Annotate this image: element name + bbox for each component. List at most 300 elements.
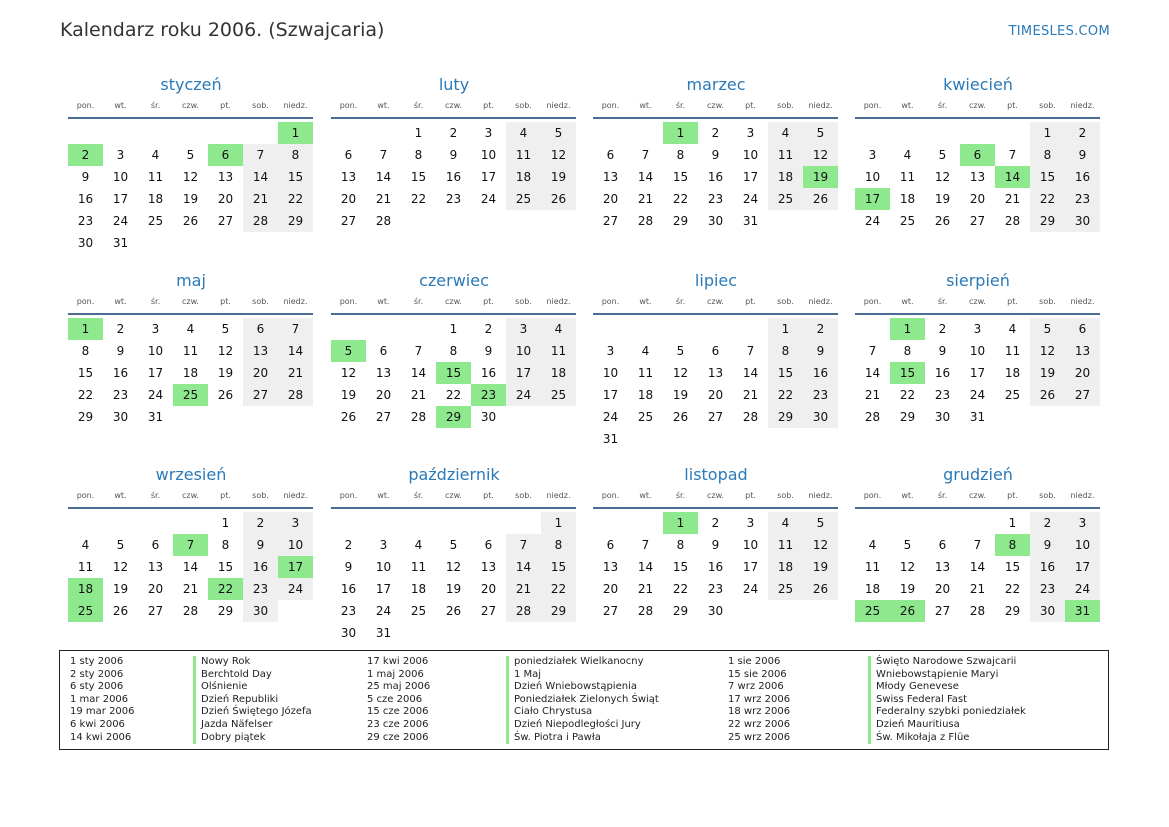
day-cell: 10 (742, 538, 759, 552)
day-cell: 10 (112, 170, 129, 184)
day-cell: 12 (340, 366, 357, 380)
day-cell: 14 (410, 366, 427, 380)
weekday-label: niedz. (1070, 297, 1095, 306)
day-cell: 22 (768, 384, 803, 406)
day-cell: 21 (969, 582, 986, 596)
holiday-legend (59, 650, 1109, 750)
divider (593, 507, 838, 509)
legend-holiday-name: Dzień Świętego Józefa (193, 706, 312, 719)
day-cell: 19 (541, 166, 576, 188)
holiday-day: 1 (278, 122, 313, 144)
day-cell: 20 (934, 582, 951, 596)
day-cell: 21 (243, 188, 278, 210)
day-cell: 24 (506, 384, 541, 406)
day-cell: 25 (147, 214, 164, 228)
weekday-label: wt. (114, 491, 127, 500)
day-cell: 26 (445, 604, 462, 618)
empty-cell (331, 512, 366, 534)
day-cell: 23 (340, 604, 357, 618)
day-cell: 26 (541, 188, 576, 210)
weekday-label: niedz. (546, 297, 571, 306)
weekday-label: pt. (745, 101, 756, 110)
day-cell: 27 (217, 214, 234, 228)
day-cell: 4 (768, 512, 803, 534)
day-cell: 17 (112, 192, 129, 206)
day-cell: 14 (742, 366, 759, 380)
day-cell: 3 (606, 344, 615, 358)
page-title: Kalendarz roku 2006. (Szwajcaria) (60, 19, 385, 41)
day-cell: 13 (243, 340, 278, 362)
day-cell: 31 (742, 214, 759, 228)
day-cell: 11 (77, 560, 94, 574)
day-cell: 7 (1008, 148, 1017, 162)
weekday-label: sob. (252, 491, 269, 500)
day-cell: 29 (77, 410, 94, 424)
day-cell: 20 (1065, 362, 1100, 384)
day-cell: 3 (484, 126, 493, 140)
day-cell: 15 (672, 560, 689, 574)
day-cell: 30 (1065, 210, 1100, 232)
divider (593, 313, 838, 315)
day-cell: 25 (899, 214, 916, 228)
day-cell: 26 (217, 388, 234, 402)
empty-cell (890, 122, 925, 144)
day-cell: 23 (707, 582, 724, 596)
day-cell: 9 (116, 344, 125, 358)
weekday-label: pon. (601, 297, 620, 306)
day-cell: 7 (868, 344, 877, 358)
weekday-header (68, 487, 314, 504)
weekday-label: czw. (969, 101, 986, 110)
empty-cell (436, 512, 471, 534)
day-cell: 10 (506, 340, 541, 362)
day-cell: 4 (81, 538, 90, 552)
holiday-day: 1 (890, 318, 925, 340)
weekday-label: wt. (114, 101, 127, 110)
day-cell: 30 (934, 410, 951, 424)
holiday-day: 15 (890, 362, 925, 384)
holiday-day: 25 (855, 600, 890, 622)
day-cell: 11 (864, 560, 881, 574)
day-cell: 16 (445, 170, 462, 184)
day-cell: 22 (899, 388, 916, 402)
weekday-label: niedz. (1070, 491, 1095, 500)
legend-date: 1 maj 2006 (367, 668, 424, 680)
day-cell: 29 (278, 210, 313, 232)
day-cell: 31 (147, 410, 164, 424)
day-cell: 26 (672, 410, 689, 424)
empty-cell (208, 122, 243, 144)
legend-date: 14 kwi 2006 (70, 731, 132, 743)
day-cell: 15 (541, 556, 576, 578)
weekday-label: pon. (863, 297, 882, 306)
weekday-label: sob. (252, 101, 269, 110)
day-cell: 8 (1030, 144, 1065, 166)
empty-cell (628, 318, 663, 340)
weekday-label: sob. (252, 297, 269, 306)
day-cell: 22 (1030, 188, 1065, 210)
day-cell: 3 (278, 512, 313, 534)
weekday-label: wt. (901, 491, 914, 500)
day-cell: 23 (934, 388, 951, 402)
day-grid (855, 512, 1101, 622)
weekday-label: śr. (150, 491, 161, 500)
month-8 (855, 269, 1101, 428)
month-4 (855, 73, 1101, 232)
day-cell: 18 (1004, 366, 1021, 380)
legend-names-2 (506, 656, 659, 744)
weekday-label: wt. (377, 491, 390, 500)
day-cell: 16 (707, 170, 724, 184)
weekday-label: wt. (377, 101, 390, 110)
weekday-label: pon. (339, 101, 358, 110)
legend-date: 1 sie 2006 (728, 656, 781, 667)
weekday-label: pon. (76, 297, 95, 306)
day-cell: 12 (217, 344, 234, 358)
day-cell: 22 (672, 192, 689, 206)
day-cell: 31 (112, 236, 129, 250)
day-cell: 8 (541, 534, 576, 556)
day-cell: 2 (711, 126, 720, 140)
divider (331, 313, 576, 315)
legend-holiday-name: Olśnienie (193, 681, 312, 694)
day-cell: 18 (637, 388, 654, 402)
divider (593, 117, 838, 119)
weekday-label: pon. (601, 491, 620, 500)
weekday-label: śr. (937, 101, 948, 110)
month-name: wrzesień (155, 465, 227, 484)
legend-holiday-name: Dobry piątek (193, 732, 312, 745)
day-cell: 5 (221, 322, 230, 336)
day-cell: 5 (1030, 318, 1065, 340)
holiday-day: 17 (278, 556, 313, 578)
day-cell: 13 (934, 560, 951, 574)
holiday-day: 25 (173, 384, 208, 406)
day-cell: 26 (112, 604, 129, 618)
day-cell: 20 (243, 362, 278, 384)
weekday-label: wt. (114, 297, 127, 306)
day-cell: 25 (1004, 388, 1021, 402)
day-cell: 15 (217, 560, 234, 574)
day-cell: 6 (938, 538, 947, 552)
holiday-day: 14 (995, 166, 1030, 188)
legend-date: 1 mar 2006 (70, 693, 129, 705)
month-name: marzec (686, 75, 746, 94)
legend-date: 23 cze 2006 (367, 718, 429, 730)
day-cell: 10 (147, 344, 164, 358)
day-cell: 19 (672, 388, 689, 402)
holiday-day: 22 (208, 578, 243, 600)
legend-holiday-name: Młody Genevese (868, 681, 1026, 694)
day-cell: 27 (340, 214, 357, 228)
day-cell: 11 (899, 170, 916, 184)
weekday-label: pt. (1007, 297, 1018, 306)
day-cell: 27 (375, 410, 392, 424)
day-cell: 9 (1065, 144, 1100, 166)
weekday-label: śr. (937, 491, 948, 500)
month-name: czerwiec (419, 271, 489, 290)
month-7 (593, 269, 839, 450)
day-cell: 28 (637, 214, 654, 228)
day-cell: 18 (864, 582, 881, 596)
day-cell: 3 (379, 538, 388, 552)
month-name: październik (408, 465, 500, 484)
day-cell: 2 (1065, 122, 1100, 144)
day-cell: 1 (768, 318, 803, 340)
day-cell: 10 (480, 148, 497, 162)
weekday-label: niedz. (546, 101, 571, 110)
holiday-day: 6 (208, 144, 243, 166)
empty-cell (68, 122, 103, 144)
empty-cell (138, 512, 173, 534)
day-cell: 4 (868, 538, 877, 552)
weekday-label: wt. (377, 297, 390, 306)
holiday-day: 26 (890, 600, 925, 622)
day-cell: 12 (182, 170, 199, 184)
weekday-label: czw. (182, 101, 199, 110)
day-cell: 29 (672, 214, 689, 228)
day-cell: 28 (637, 604, 654, 618)
day-cell: 23 (803, 384, 838, 406)
day-cell: 28 (864, 410, 881, 424)
day-cell: 10 (969, 344, 986, 358)
day-cell: 13 (375, 366, 392, 380)
day-cell: 24 (112, 214, 129, 228)
holiday-day: 6 (960, 144, 995, 166)
legend-holiday-name: Ciało Chrystusa (506, 706, 659, 719)
day-cell: 27 (602, 604, 619, 618)
legend-holiday-name: Berchtold Day (193, 669, 312, 682)
day-cell: 18 (768, 166, 803, 188)
weekday-label: wt. (901, 101, 914, 110)
day-cell: 4 (151, 148, 160, 162)
day-cell: 11 (768, 144, 803, 166)
day-cell: 28 (375, 214, 392, 228)
day-cell: 18 (768, 556, 803, 578)
day-cell: 10 (742, 148, 759, 162)
legend-holiday-name: Poniedziałek Zielonych Świąt (506, 694, 659, 707)
legend-date: 5 cze 2006 (367, 693, 423, 705)
day-cell: 4 (506, 122, 541, 144)
weekday-label: pon. (339, 297, 358, 306)
empty-cell (925, 512, 960, 534)
day-cell: 28 (742, 410, 759, 424)
day-cell: 21 (637, 192, 654, 206)
weekday-label: czw. (182, 491, 199, 500)
divider (855, 507, 1100, 509)
day-cell: 20 (602, 192, 619, 206)
divider (68, 507, 313, 509)
day-cell: 3 (746, 126, 755, 140)
weekday-label: śr. (675, 491, 686, 500)
day-cell: 10 (278, 534, 313, 556)
day-grid (331, 122, 577, 232)
day-cell: 30 (112, 410, 129, 424)
day-cell: 14 (506, 556, 541, 578)
holiday-day: 1 (68, 318, 103, 340)
weekday-label: sob. (777, 101, 794, 110)
empty-cell (960, 512, 995, 534)
day-cell: 7 (973, 538, 982, 552)
holiday-day: 5 (331, 340, 366, 362)
weekday-label: niedz. (283, 297, 308, 306)
day-cell: 13 (480, 560, 497, 574)
day-cell: 13 (602, 560, 619, 574)
day-cell: 7 (641, 538, 650, 552)
day-cell: 21 (742, 388, 759, 402)
day-cell: 12 (445, 560, 462, 574)
day-cell: 15 (1030, 166, 1065, 188)
empty-cell (138, 122, 173, 144)
day-cell: 26 (182, 214, 199, 228)
day-cell: 25 (506, 188, 541, 210)
day-cell: 17 (969, 366, 986, 380)
day-cell: 21 (637, 582, 654, 596)
empty-cell (628, 512, 663, 534)
weekday-label: śr. (150, 101, 161, 110)
weekday-label: sob. (515, 297, 532, 306)
empty-cell (855, 122, 890, 144)
weekday-header (331, 293, 577, 310)
weekday-label: sob. (1039, 491, 1056, 500)
day-cell: 3 (746, 516, 755, 530)
day-grid (68, 122, 314, 254)
legend-date: 17 wrz 2006 (728, 693, 791, 705)
day-cell: 28 (1004, 214, 1021, 228)
day-cell: 29 (672, 604, 689, 618)
weekday-label: śr. (413, 297, 424, 306)
day-grid (593, 122, 839, 232)
legend-date: 6 kwi 2006 (70, 718, 125, 730)
day-cell: 2 (344, 538, 353, 552)
legend-holiday-name: Dzień Niepodległości Jury (506, 719, 659, 732)
day-cell: 13 (602, 170, 619, 184)
day-cell: 17 (375, 582, 392, 596)
empty-cell (698, 318, 733, 340)
day-cell: 28 (278, 384, 313, 406)
site-link[interactable]: TIMESLES.COM (1008, 24, 1110, 39)
month-name: grudzień (943, 465, 1013, 484)
day-cell: 11 (182, 344, 199, 358)
day-cell: 29 (541, 600, 576, 622)
day-cell: 19 (899, 582, 916, 596)
day-grid (68, 512, 314, 622)
empty-cell (890, 512, 925, 534)
day-cell: 13 (147, 560, 164, 574)
day-cell: 12 (803, 144, 838, 166)
day-cell: 28 (969, 604, 986, 618)
weekday-label: czw. (969, 297, 986, 306)
day-cell: 23 (243, 578, 278, 600)
holiday-day: 2 (68, 144, 103, 166)
day-cell: 13 (1065, 340, 1100, 362)
weekday-label: pt. (220, 101, 231, 110)
day-cell: 4 (903, 148, 912, 162)
empty-cell (471, 512, 506, 534)
day-cell: 15 (768, 362, 803, 384)
day-cell: 16 (480, 366, 497, 380)
weekday-header (331, 487, 577, 504)
day-cell: 9 (711, 538, 720, 552)
day-cell: 15 (1004, 560, 1021, 574)
day-cell: 15 (278, 166, 313, 188)
day-cell: 25 (768, 578, 803, 600)
day-cell: 15 (672, 170, 689, 184)
empty-cell (733, 318, 768, 340)
day-cell: 26 (934, 214, 951, 228)
month-1 (68, 73, 314, 254)
day-cell: 5 (803, 512, 838, 534)
day-cell: 14 (182, 560, 199, 574)
day-cell: 9 (938, 344, 947, 358)
day-cell: 30 (340, 626, 357, 640)
month-3 (593, 73, 839, 232)
legend-holiday-name: Św. Mikołaja z Flüe (868, 732, 1026, 745)
legend-dates-2 (367, 656, 430, 744)
legend-holiday-name: Święto Narodowe Szwajcarii (868, 656, 1026, 669)
weekday-label: sob. (1039, 297, 1056, 306)
day-cell: 19 (112, 582, 129, 596)
day-cell: 6 (606, 148, 615, 162)
day-cell: 17 (1065, 556, 1100, 578)
day-cell: 27 (707, 410, 724, 424)
weekday-label: niedz. (808, 491, 833, 500)
weekday-label: śr. (675, 297, 686, 306)
day-cell: 24 (278, 578, 313, 600)
day-cell: 5 (903, 538, 912, 552)
day-cell: 14 (637, 560, 654, 574)
empty-cell (628, 122, 663, 144)
divider (68, 117, 313, 119)
legend-date: 18 wrz 2006 (728, 706, 791, 718)
weekday-label: niedz. (283, 491, 308, 500)
day-cell: 21 (864, 388, 881, 402)
day-cell: 20 (147, 582, 164, 596)
empty-cell (331, 318, 366, 340)
day-cell: 8 (81, 344, 90, 358)
day-cell: 29 (1004, 604, 1021, 618)
holiday-day: 25 (68, 600, 103, 622)
day-cell: 12 (112, 560, 129, 574)
day-cell: 6 (243, 318, 278, 340)
day-cell: 2 (243, 512, 278, 534)
day-cell: 5 (676, 344, 685, 358)
day-cell: 19 (340, 388, 357, 402)
empty-cell (925, 122, 960, 144)
day-cell: 14 (969, 560, 986, 574)
holiday-day: 8 (995, 534, 1030, 556)
empty-cell (243, 122, 278, 144)
legend-holiday-name: Dzień Republiki (193, 694, 312, 707)
day-cell: 24 (969, 388, 986, 402)
day-cell: 23 (77, 214, 94, 228)
day-cell: 1 (414, 126, 423, 140)
day-cell: 7 (278, 318, 313, 340)
day-grid (68, 318, 314, 428)
holiday-day: 17 (855, 188, 890, 210)
empty-cell (103, 122, 138, 144)
day-cell: 27 (243, 384, 278, 406)
day-cell: 29 (899, 410, 916, 424)
day-cell: 11 (147, 170, 164, 184)
weekday-label: pt. (1007, 101, 1018, 110)
day-cell: 9 (711, 148, 720, 162)
day-cell: 19 (182, 192, 199, 206)
day-cell: 30 (77, 236, 94, 250)
day-cell: 9 (803, 340, 838, 362)
day-cell: 28 (243, 210, 278, 232)
holiday-day: 18 (68, 578, 103, 600)
